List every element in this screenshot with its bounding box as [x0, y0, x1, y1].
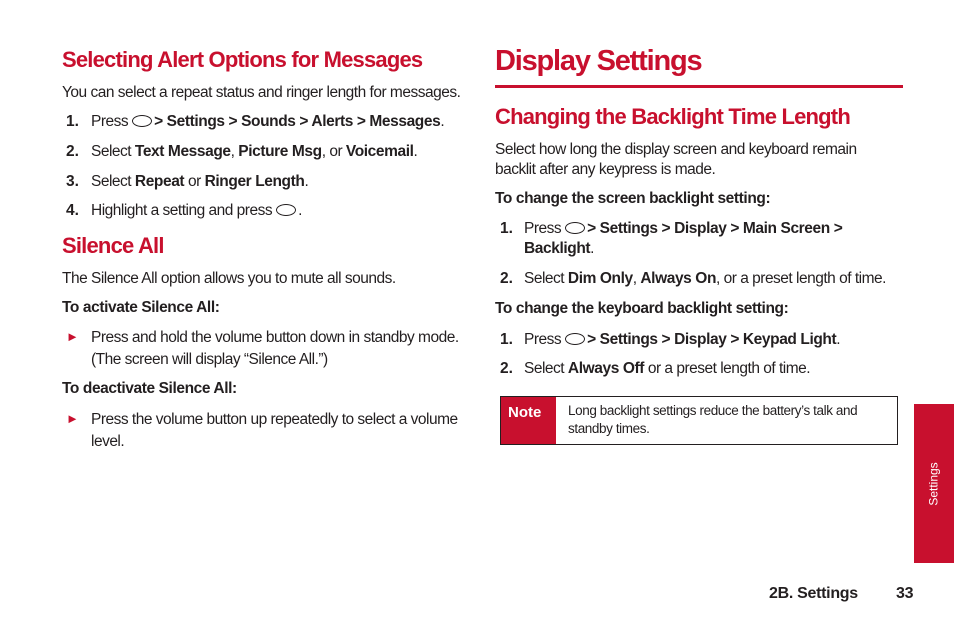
page-number: 33	[896, 585, 914, 602]
page-title: Display Settings	[495, 45, 702, 77]
note-label: Note	[501, 397, 556, 444]
activate-line-1: Press and hold the volume button down in standby mode.	[91, 329, 459, 346]
activate-line-2: (The screen will display “Silence All.”)	[91, 351, 328, 368]
triangle-bullet-icon: ►	[66, 329, 79, 344]
silence-all-heading: Silence All	[62, 233, 164, 258]
ok-key-icon	[565, 222, 585, 234]
ok-key-icon	[565, 333, 585, 345]
footer-section: 2B. Settings	[769, 585, 858, 602]
backlight-intro-1: Select how long the display screen and keyboard remain	[495, 141, 857, 158]
deactivate-line-1: Press the volume button up repeatedly to select a volume	[91, 411, 458, 428]
screen-backlight-title: To change the screen backlight setting:	[495, 190, 771, 207]
side-tab-label: Settings	[927, 461, 942, 506]
note-box	[500, 396, 898, 445]
triangle-bullet-icon: ►	[66, 411, 79, 426]
ok-key-icon	[276, 204, 296, 216]
deactivate-line-2: level.	[91, 433, 125, 450]
activate-title: To activate Silence All:	[62, 299, 220, 316]
backlight-intro-2: backlit after any keypress is made.	[495, 161, 716, 178]
title-rule	[495, 85, 903, 88]
ok-key-icon	[132, 115, 152, 127]
note-text: Long backlight settings reduce the battery’s talk and standby times.	[568, 403, 858, 436]
section-side-tab	[914, 404, 954, 563]
keypad-backlight-title: To change the keyboard backlight setting:	[495, 300, 789, 317]
deactivate-title: To deactivate Silence All:	[62, 380, 237, 397]
alert-options-intro: You can select a repeat status and ringer length for messages.	[62, 84, 461, 101]
silence-all-intro: The Silence All option allows you to mute all sounds.	[62, 270, 396, 287]
backlight-heading: Changing the Backlight Time Length	[495, 104, 850, 129]
alert-options-heading: Selecting Alert Options for Messages	[62, 47, 423, 72]
